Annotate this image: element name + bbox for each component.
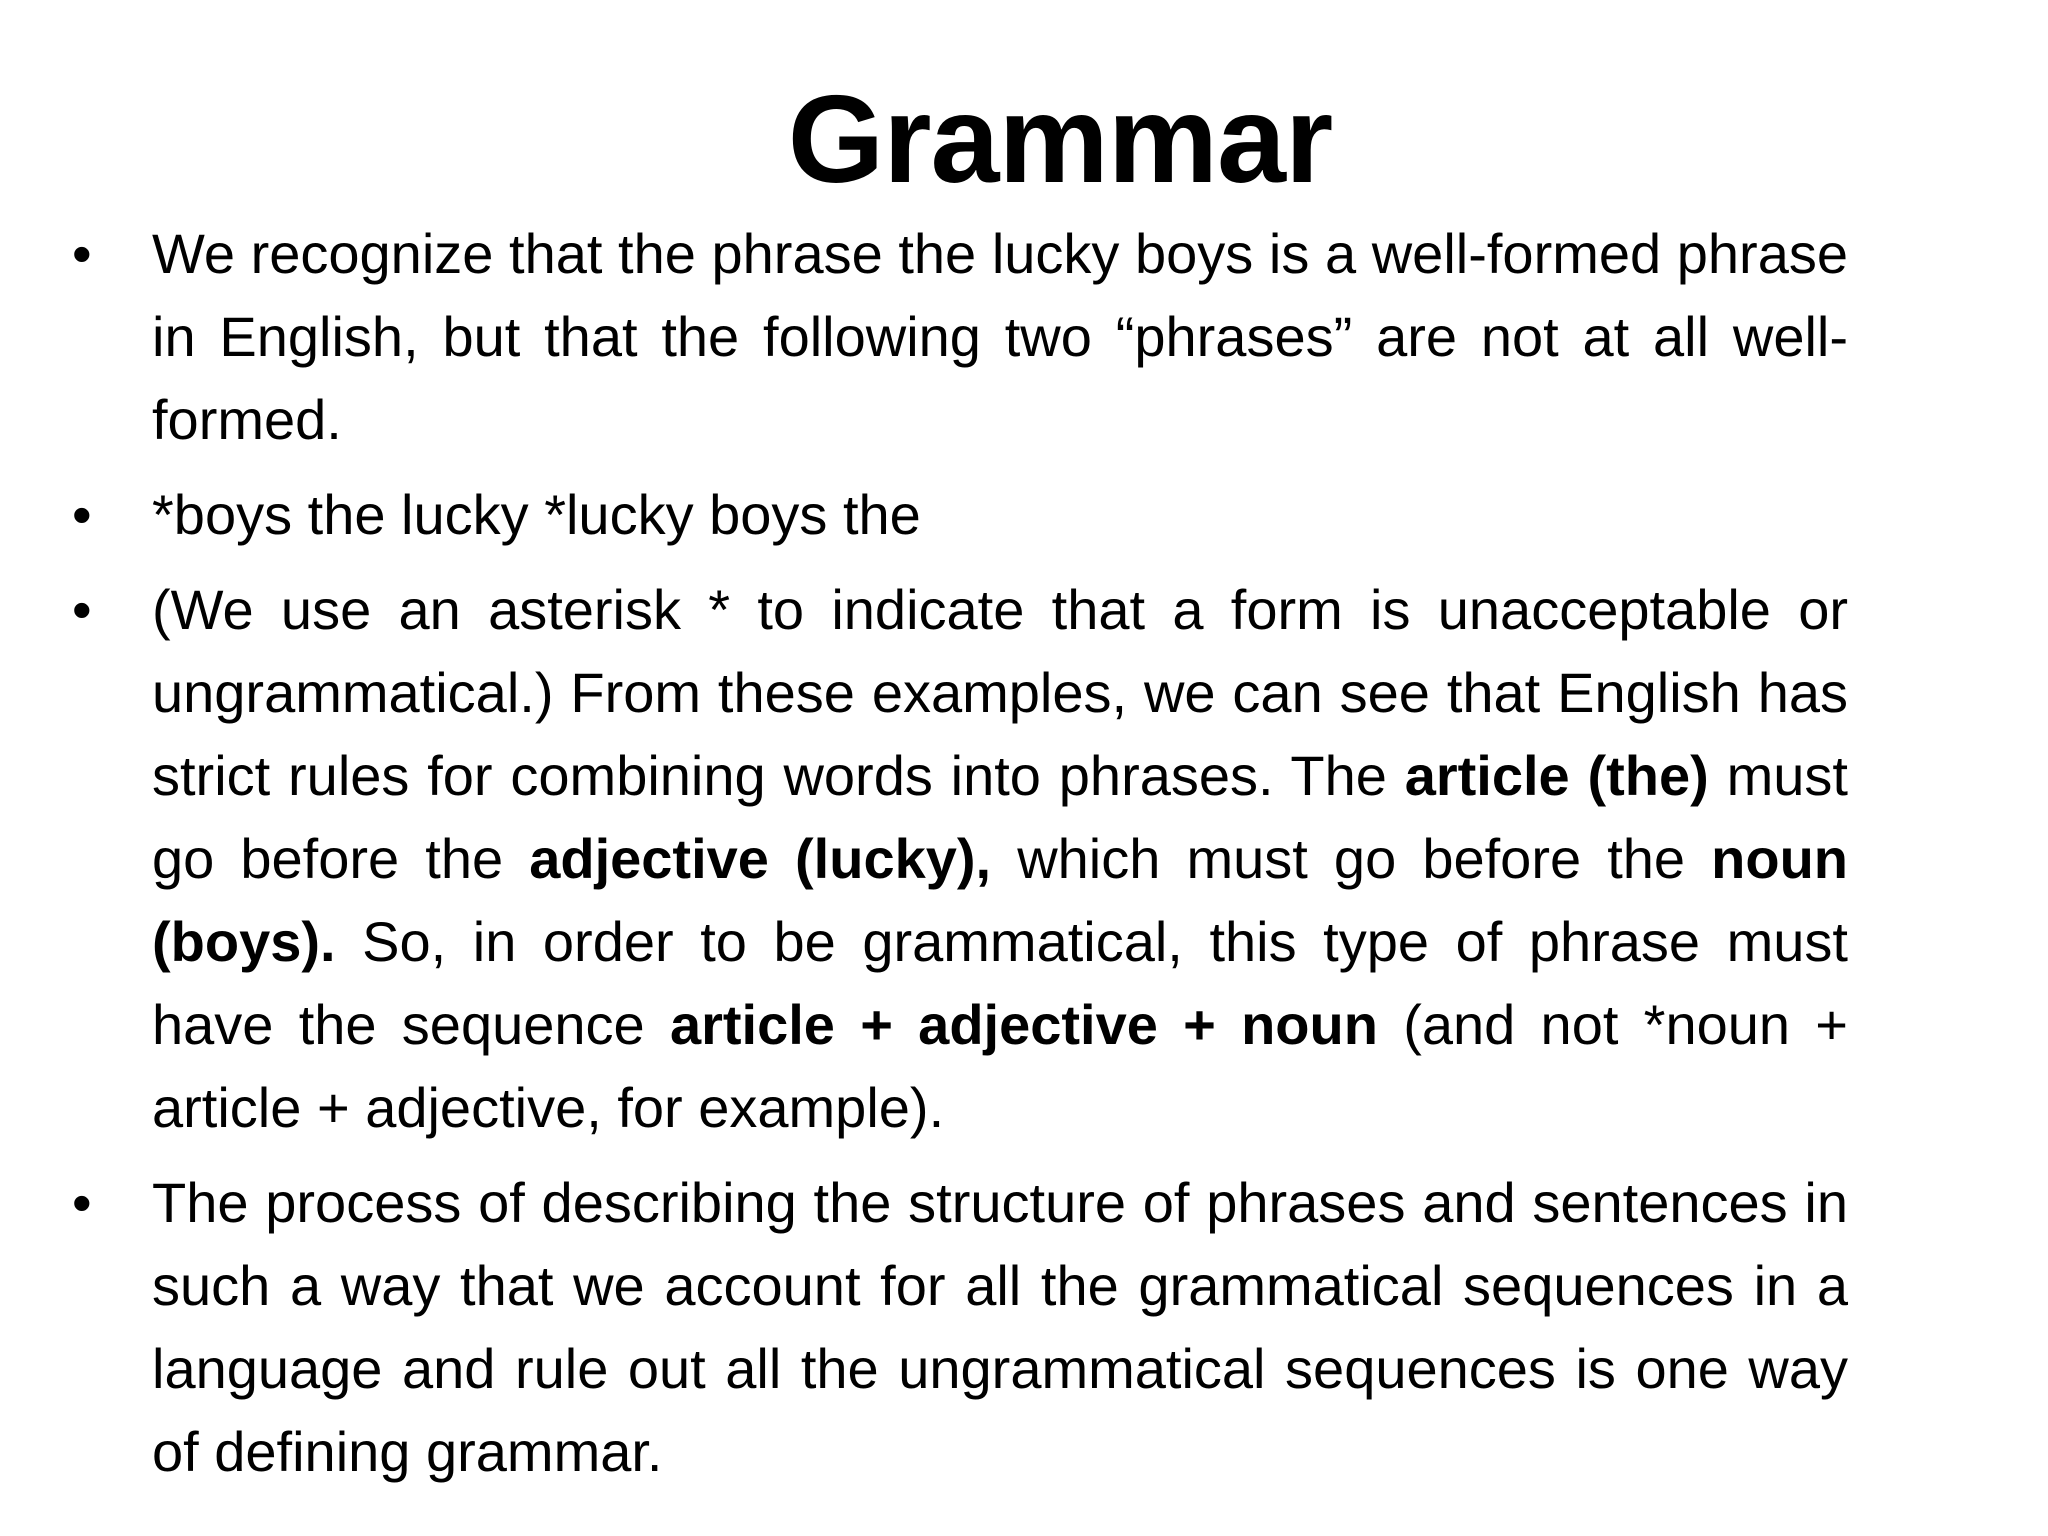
bullet-item-3	[0, 568, 1848, 1149]
bullet-list	[0, 212, 2048, 1493]
slide-title: Grammar	[787, 71, 1333, 209]
bold-term-noun: noun (boys).	[152, 827, 1848, 973]
bullet-text	[152, 1161, 1848, 1493]
bold-term-sequence: article + adjective + noun	[669, 993, 1378, 1056]
bullet-text-segment: *boys the lucky *lucky boys the	[152, 483, 921, 546]
bullet-item-4	[0, 1161, 1848, 1493]
bullet-icon: •	[72, 483, 92, 546]
bullet-text-segment: So, in order to be grammatical, this type of phrase must have the sequence	[152, 910, 1848, 1056]
bold-term-article: article (the)	[1404, 744, 1709, 807]
bullet-text	[152, 473, 1848, 556]
bullet-text-segment: which must go before the	[991, 827, 1712, 890]
bullet-icon: •	[72, 222, 92, 285]
bullet-text-segment: (We use an asterisk * to indicate that a form is unacceptable or ungrammatical.) From these examples, we can see that English has strict rules for combining words into phrases. The	[152, 578, 1848, 807]
bullet-text-segment: The process of describing the structure of phrases and sentences in such a way that we account for all the grammatical sequences in a language and rule out all the ungrammatical sequences is one way of defining grammar.	[152, 1171, 1848, 1483]
bullet-text	[152, 568, 1848, 1149]
bullet-text	[152, 212, 1848, 461]
bold-term-adjective: adjective (lucky),	[529, 827, 992, 890]
bullet-item-2	[0, 473, 1848, 556]
bullet-text-segment: We recognize that the phrase the lucky boys is a well-formed phrase in English, but that the following two “phrases” are not at all well-formed.	[152, 222, 1848, 451]
bullet-icon: •	[72, 578, 92, 641]
bullet-text-segment: must go before the	[152, 744, 1848, 890]
bullet-item-1	[0, 212, 1848, 461]
bullet-text-segment: (and not *noun + article + adjective, for example).	[152, 993, 1848, 1139]
bullet-icon: •	[72, 1171, 92, 1234]
